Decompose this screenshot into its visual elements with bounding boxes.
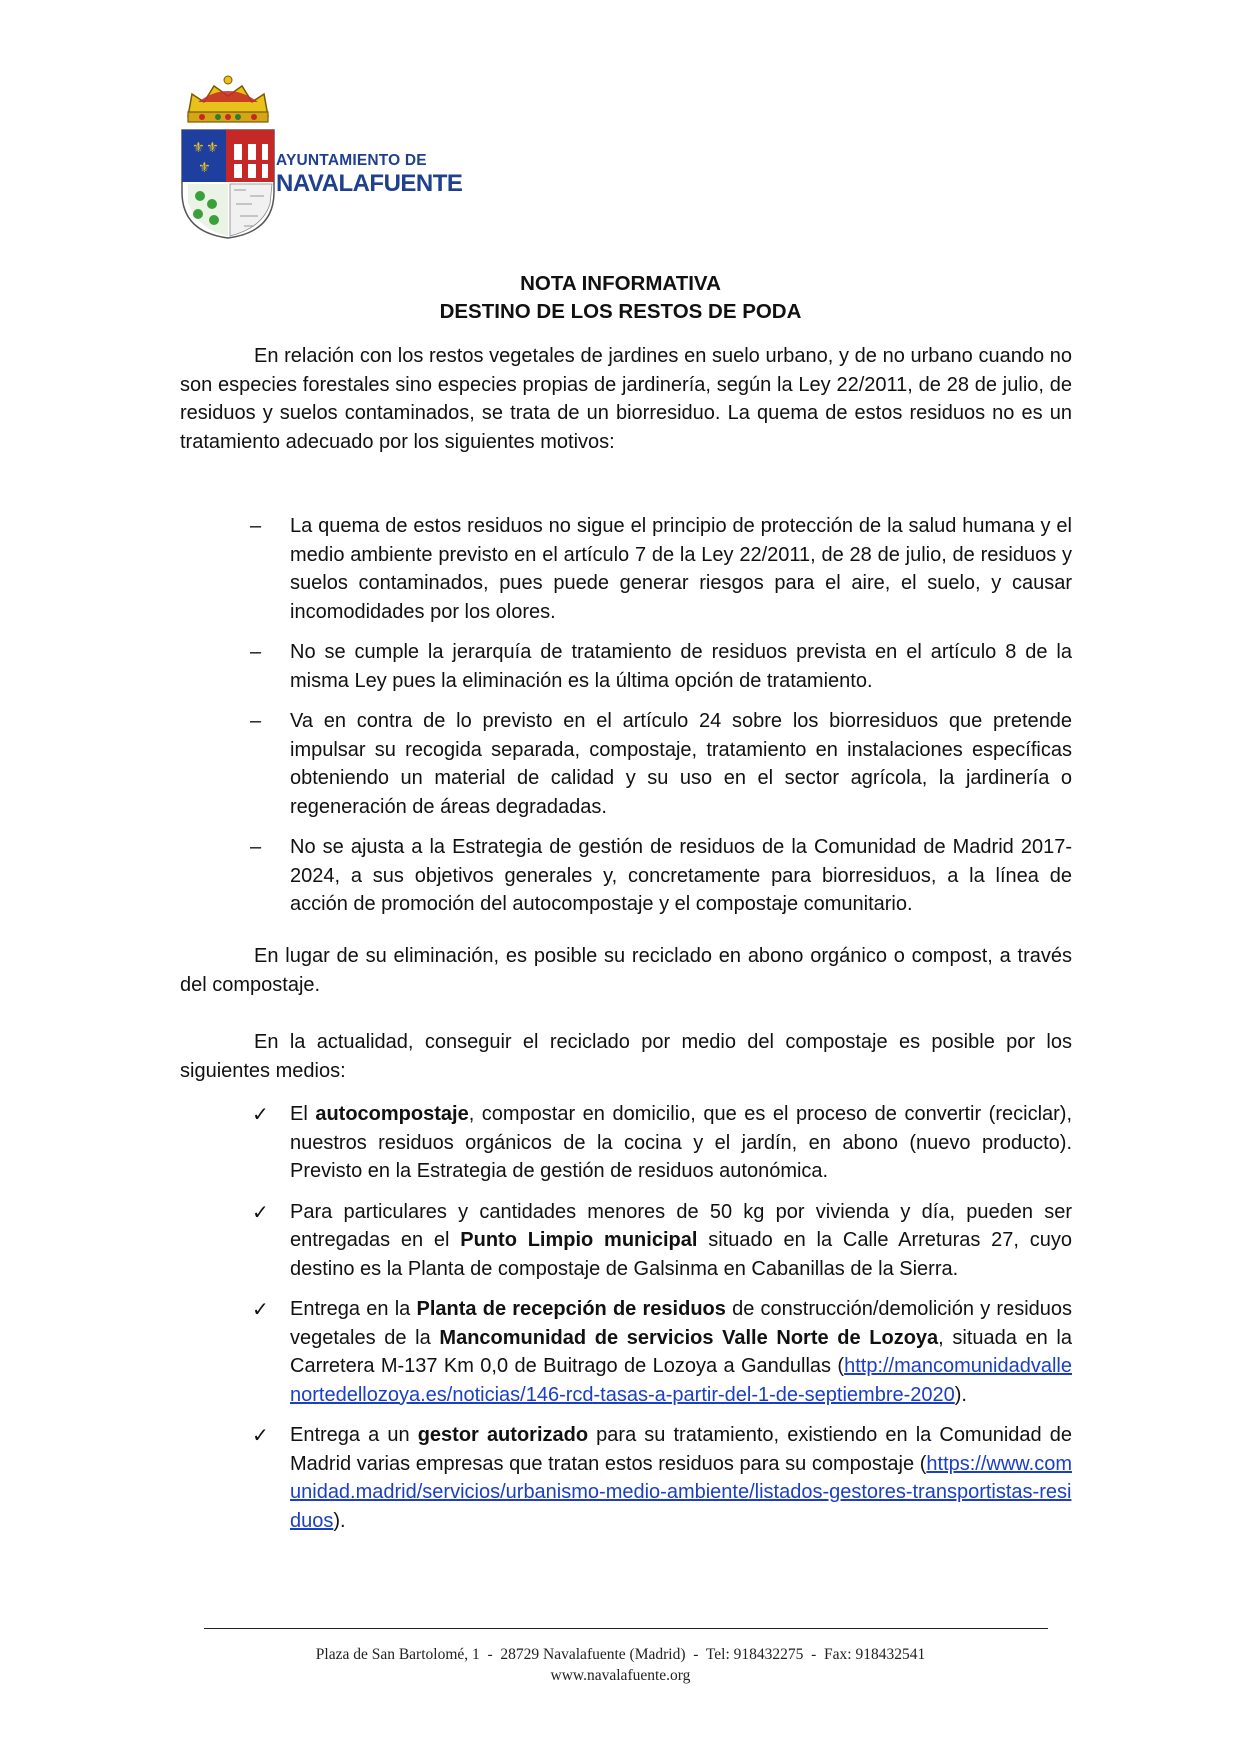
dash-marker: – — [250, 710, 262, 732]
coat-of-arms-icon — [178, 72, 278, 240]
option-text: Para particulares y cantidades menores de 50 kg por vivienda y día, pueden ser entregadas en el — [290, 1200, 1072, 1251]
dash-marker: – — [250, 515, 262, 537]
option-bold: autocompostaje — [315, 1103, 469, 1125]
checkmark-icon: ✓ — [252, 1297, 269, 1321]
option-text: Entrega a un — [290, 1424, 418, 1446]
gestores-link[interactable]: https://www.comunidad.madrid/servicios/urbanismo-medio-ambiente/listados-gestores-transportistas-residuos — [290, 1452, 1072, 1532]
option-text: , situada en la Carretera M-137 Km 0,0 de Buitrago de Lozoya a Gandullas ( — [290, 1326, 1072, 1377]
svg-text:⚜: ⚜ — [206, 140, 219, 156]
means-paragraph: En la actualidad, conseguir el reciclado por medio del compostaje es posible por los siguientes medios: — [180, 1031, 1072, 1082]
checkmark-icon: ✓ — [252, 1199, 269, 1224]
footer-address: Plaza de San Bartolomé, 1 - 28729 Navalafuente (Madrid) - Tel: 918432275 - Fax: 918432541 — [315, 1646, 926, 1663]
option-text: Entrega en la — [290, 1298, 417, 1320]
reason-text: No se cumple la jerarquía de tratamiento de residuos prevista en el artículo 8 de la misma Ley pues la eliminación es la última opción de tratamiento. — [290, 641, 1072, 692]
list-item — [180, 833, 1072, 919]
list-item — [180, 1421, 1072, 1535]
mancomunidad-link[interactable]: http://mancomunidadvallenortedellozoya.es/noticias/146-rcd-tasas-a-partir-del-1-de-septiembre-2020 — [290, 1355, 1072, 1406]
option-bold: Punto Limpio municipal — [460, 1229, 698, 1251]
option-text: ). — [333, 1509, 346, 1532]
option-text: para su tratamiento, existiendo en la Comunidad de Madrid varias empresas que tratan estos residuos para su compostaje ( — [290, 1424, 1072, 1475]
svg-text:⚜: ⚜ — [192, 140, 205, 156]
option-text: El — [290, 1103, 316, 1125]
list-item — [180, 512, 1072, 626]
logo-line2: NAVALAFUENTE — [276, 170, 463, 197]
list-item — [180, 1198, 1072, 1284]
recycling-paragraph: En lugar de su eliminación, es posible su reciclado en abono orgánico o compost, a través del compostaje. — [180, 945, 1072, 996]
footer-divider — [204, 1628, 1048, 1629]
option-text: ). — [954, 1383, 967, 1406]
svg-text:⚜: ⚜ — [198, 160, 211, 176]
reasons-list — [180, 512, 1072, 919]
reason-text: No se ajusta a la Estrategia de gestión de residuos de la Comunidad de Madrid 2017-2024, a sus objetivos generales y, concretamente para biorresiduos, a la línea de acción de promoción del autocompostaje y el compostaje comunitario. — [290, 836, 1072, 915]
intro-paragraph: En relación con los restos vegetales de jardines en suelo urbano, y de no urbano cuando no son especies forestales sino especies propias de jardinería, según la Ley 22/2011, de 28 de julio, de residuos y suelos contaminados, se trata de un biorresiduo. La quema de estos residuos no es un tratamiento adecuado por los siguientes motivos: — [180, 345, 1072, 453]
checkmark-icon: ✓ — [252, 1102, 269, 1126]
list-item — [180, 638, 1072, 695]
dash-marker: – — [250, 641, 262, 663]
list-item — [180, 707, 1072, 821]
document-title: NOTA INFORMATIVA — [520, 272, 721, 295]
reason-text: Va en contra de lo previsto en el artículo 24 sobre los biorresiduos que pretende impulsar su recogida separada, compostaje, tratamiento en instalaciones específicas obteniendo un material de calidad y su uso en el sector agrícola, la jardinería o regeneración de áreas degradadas. — [290, 710, 1072, 818]
option-text: de construcción/demolición y residuos vegetales de la — [290, 1298, 1073, 1349]
reason-text: La quema de estos residuos no sigue el principio de protección de la salud humana y el medio ambiente previsto en el artículo 7 de la Ley 22/2011, de 28 de julio, de residuos y suelos contaminados, pues puede generar riesgos para el aire, el suelo, y causar incomodidades por los olores. — [290, 515, 1072, 623]
municipality-name — [276, 152, 462, 198]
checkmark-icon: ✓ — [252, 1423, 269, 1447]
dash-marker: – — [250, 836, 262, 858]
option-bold: Mancomunidad de servicios Valle Norte de Lozoya — [439, 1326, 939, 1349]
option-text: , compostar en domicilio, que es el proceso de convertir (reciclar), nuestros residuos orgánicos de la cocina y el jardín, en abono (nuevo producto). Previsto en la Estrategia de gestión de residuos autonómica. — [290, 1103, 1073, 1182]
option-bold: Planta de recepción de residuos — [416, 1298, 726, 1320]
footer-website: www.navalafuente.org — [550, 1667, 691, 1684]
options-list — [180, 1100, 1072, 1535]
list-item — [180, 1295, 1072, 1409]
logo-line1: AYUNTAMIENTO DE — [276, 152, 427, 169]
document-subtitle: DESTINO DE LOS RESTOS DE PODA — [439, 300, 802, 323]
option-text: situado en la Calle Arreturas 27, cuyo destino es la Planta de compostaje de Galsinma en Cabanillas de la Sierra. — [290, 1229, 1073, 1280]
option-bold: gestor autorizado — [417, 1424, 589, 1446]
list-item — [180, 1100, 1072, 1186]
